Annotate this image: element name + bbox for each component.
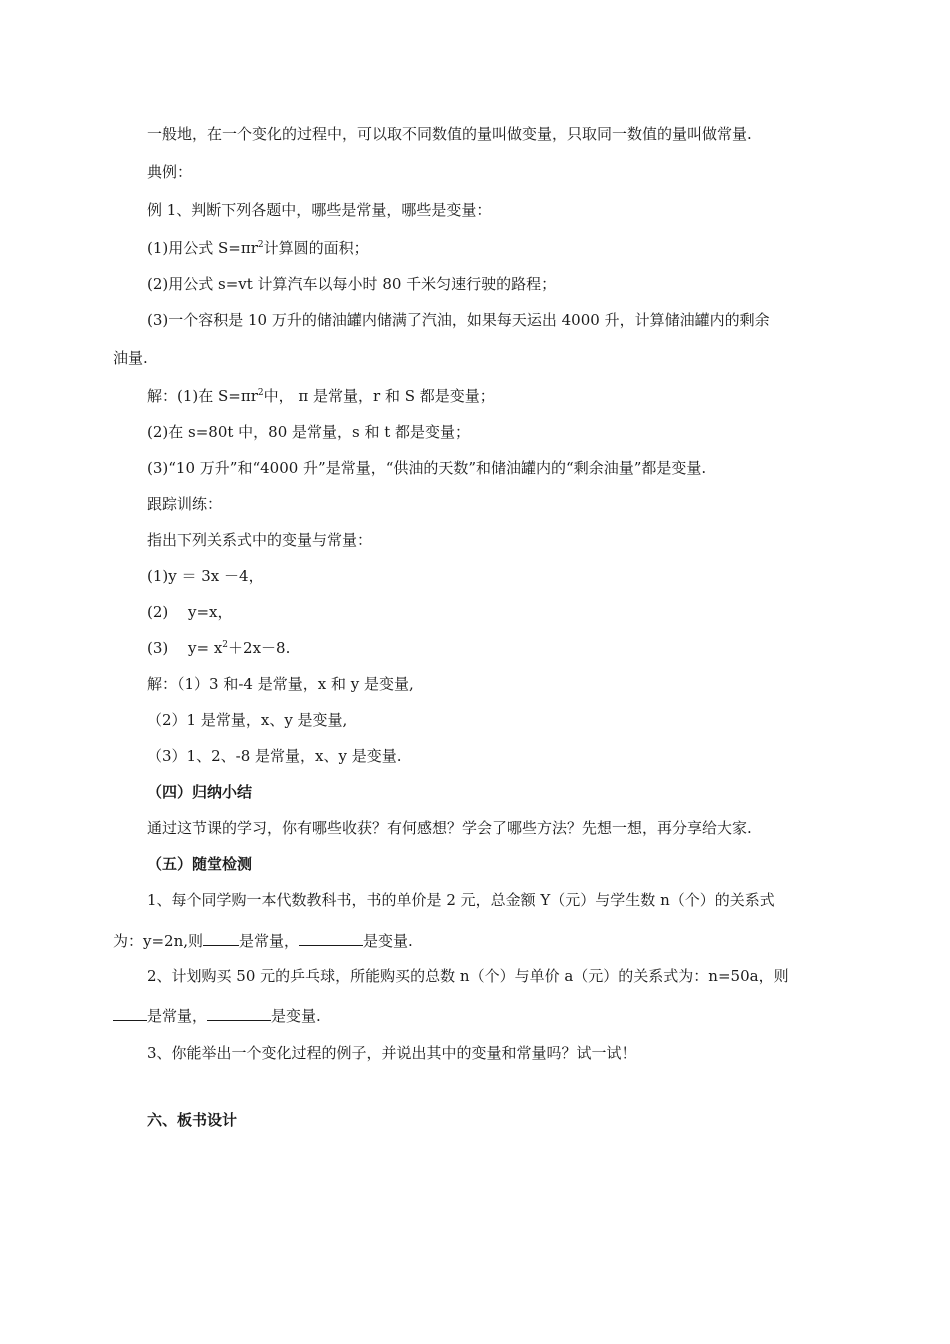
quiz-question2-cont — [113, 1005, 321, 1026]
practice-item3-text: (3) y= x — [147, 639, 223, 657]
quiz-question1-end: 是变量. — [363, 932, 413, 950]
quiz-question1-cont — [113, 930, 413, 951]
quiz-question2-mid: 是常量， — [147, 1007, 208, 1025]
quiz-question2: 2、计划购买 50 元的乒乓球，所能购买的总数 n（个）与单价 a（元）的关系式为：n=50a，则 — [147, 967, 789, 985]
example1-item1-text: (1)用公式 S=πr — [147, 239, 258, 257]
practice-solution1: 解：（1）3 和-4 是常量，x 和 y 是变量, — [147, 675, 414, 693]
answer-blank[interactable] — [203, 930, 239, 946]
quiz-question3: 3、你能举出一个变化过程的例子，并说出其中的变量和常量吗？试一试！ — [147, 1044, 637, 1062]
practice-item1: (1)y ＝ 3x －4， — [147, 567, 264, 585]
solution1-text: 解：(1)在 S=πr — [147, 387, 258, 405]
solution1-line1 — [147, 386, 495, 406]
summary-text: 通过这节课的学习，你有哪些收获？有何感想？学会了哪些方法？先想一想，再分享给大家. — [147, 819, 752, 837]
superscript: 2 — [257, 240, 264, 250]
quiz-question1: 1、每个同学购一本代数教科书，书的单价是 2 元，总金额 Y（元）与学生数 n（个）的关系式 — [147, 891, 775, 909]
answer-blank[interactable] — [299, 930, 363, 946]
practice-solution2: （2）1 是常量，x、y 是变量, — [147, 711, 348, 729]
quiz-question1-mid: 是常量， — [239, 932, 300, 950]
example1-item1-text-end: 计算圆的面积； — [263, 239, 369, 257]
answer-blank[interactable] — [113, 1005, 147, 1021]
practice-item3-text-end: ＋2x－8. — [228, 639, 291, 657]
practice-item2: (2) y=x， — [147, 603, 233, 621]
examples-heading: 典例： — [147, 163, 193, 181]
superscript: 2 — [257, 388, 264, 398]
quiz-question1-prefix: 为：y=2n,则 — [113, 932, 204, 950]
solution1-line2: (2)在 s=80t 中，80 是常量，s 和 t 都是变量； — [147, 423, 471, 441]
solution1-line3: (3)“10 万升”和“4000 升”是常量，“供油的天数”和储油罐内的“剩余油量”都是变量. — [147, 459, 707, 477]
solution1-text-end: 中， π 是常量，r 和 S 都是变量； — [263, 387, 495, 405]
example1-item2: (2)用公式 s=vt 计算汽车以每小时 80 千米匀速行驶的路程； — [147, 275, 557, 293]
section-quiz-heading: （五）随堂检测 — [147, 855, 253, 873]
example1-item3: (3)一个容积是 10 万升的储油罐内储满了汽油，如果每天运出 4000 升，计算储油罐内的剩余 — [147, 311, 770, 329]
example1-title: 例 1、判断下列各题中，哪些是常量，哪些是变量： — [147, 201, 492, 219]
section-summary-heading: （四）归纳小结 — [147, 783, 253, 801]
quiz-question2-end: 是变量. — [271, 1007, 321, 1025]
superscript: 2 — [222, 640, 229, 650]
definition-text: 一般地，在一个变化的过程中，可以取不同数值的量叫做变量，只取同一数值的量叫做常量. — [147, 125, 752, 143]
practice-heading: 跟踪训练： — [147, 495, 223, 513]
section-board-design-heading: 六、板书设计 — [147, 1111, 238, 1129]
practice-instruction: 指出下列关系式中的变量与常量： — [147, 531, 373, 549]
answer-blank[interactable] — [207, 1005, 271, 1021]
practice-solution3: （3）1、2、-8 是常量，x、y 是变量. — [147, 747, 402, 765]
example1-item3-cont: 油量. — [113, 349, 148, 367]
practice-item3 — [147, 638, 290, 658]
example1-item1 — [147, 238, 369, 258]
